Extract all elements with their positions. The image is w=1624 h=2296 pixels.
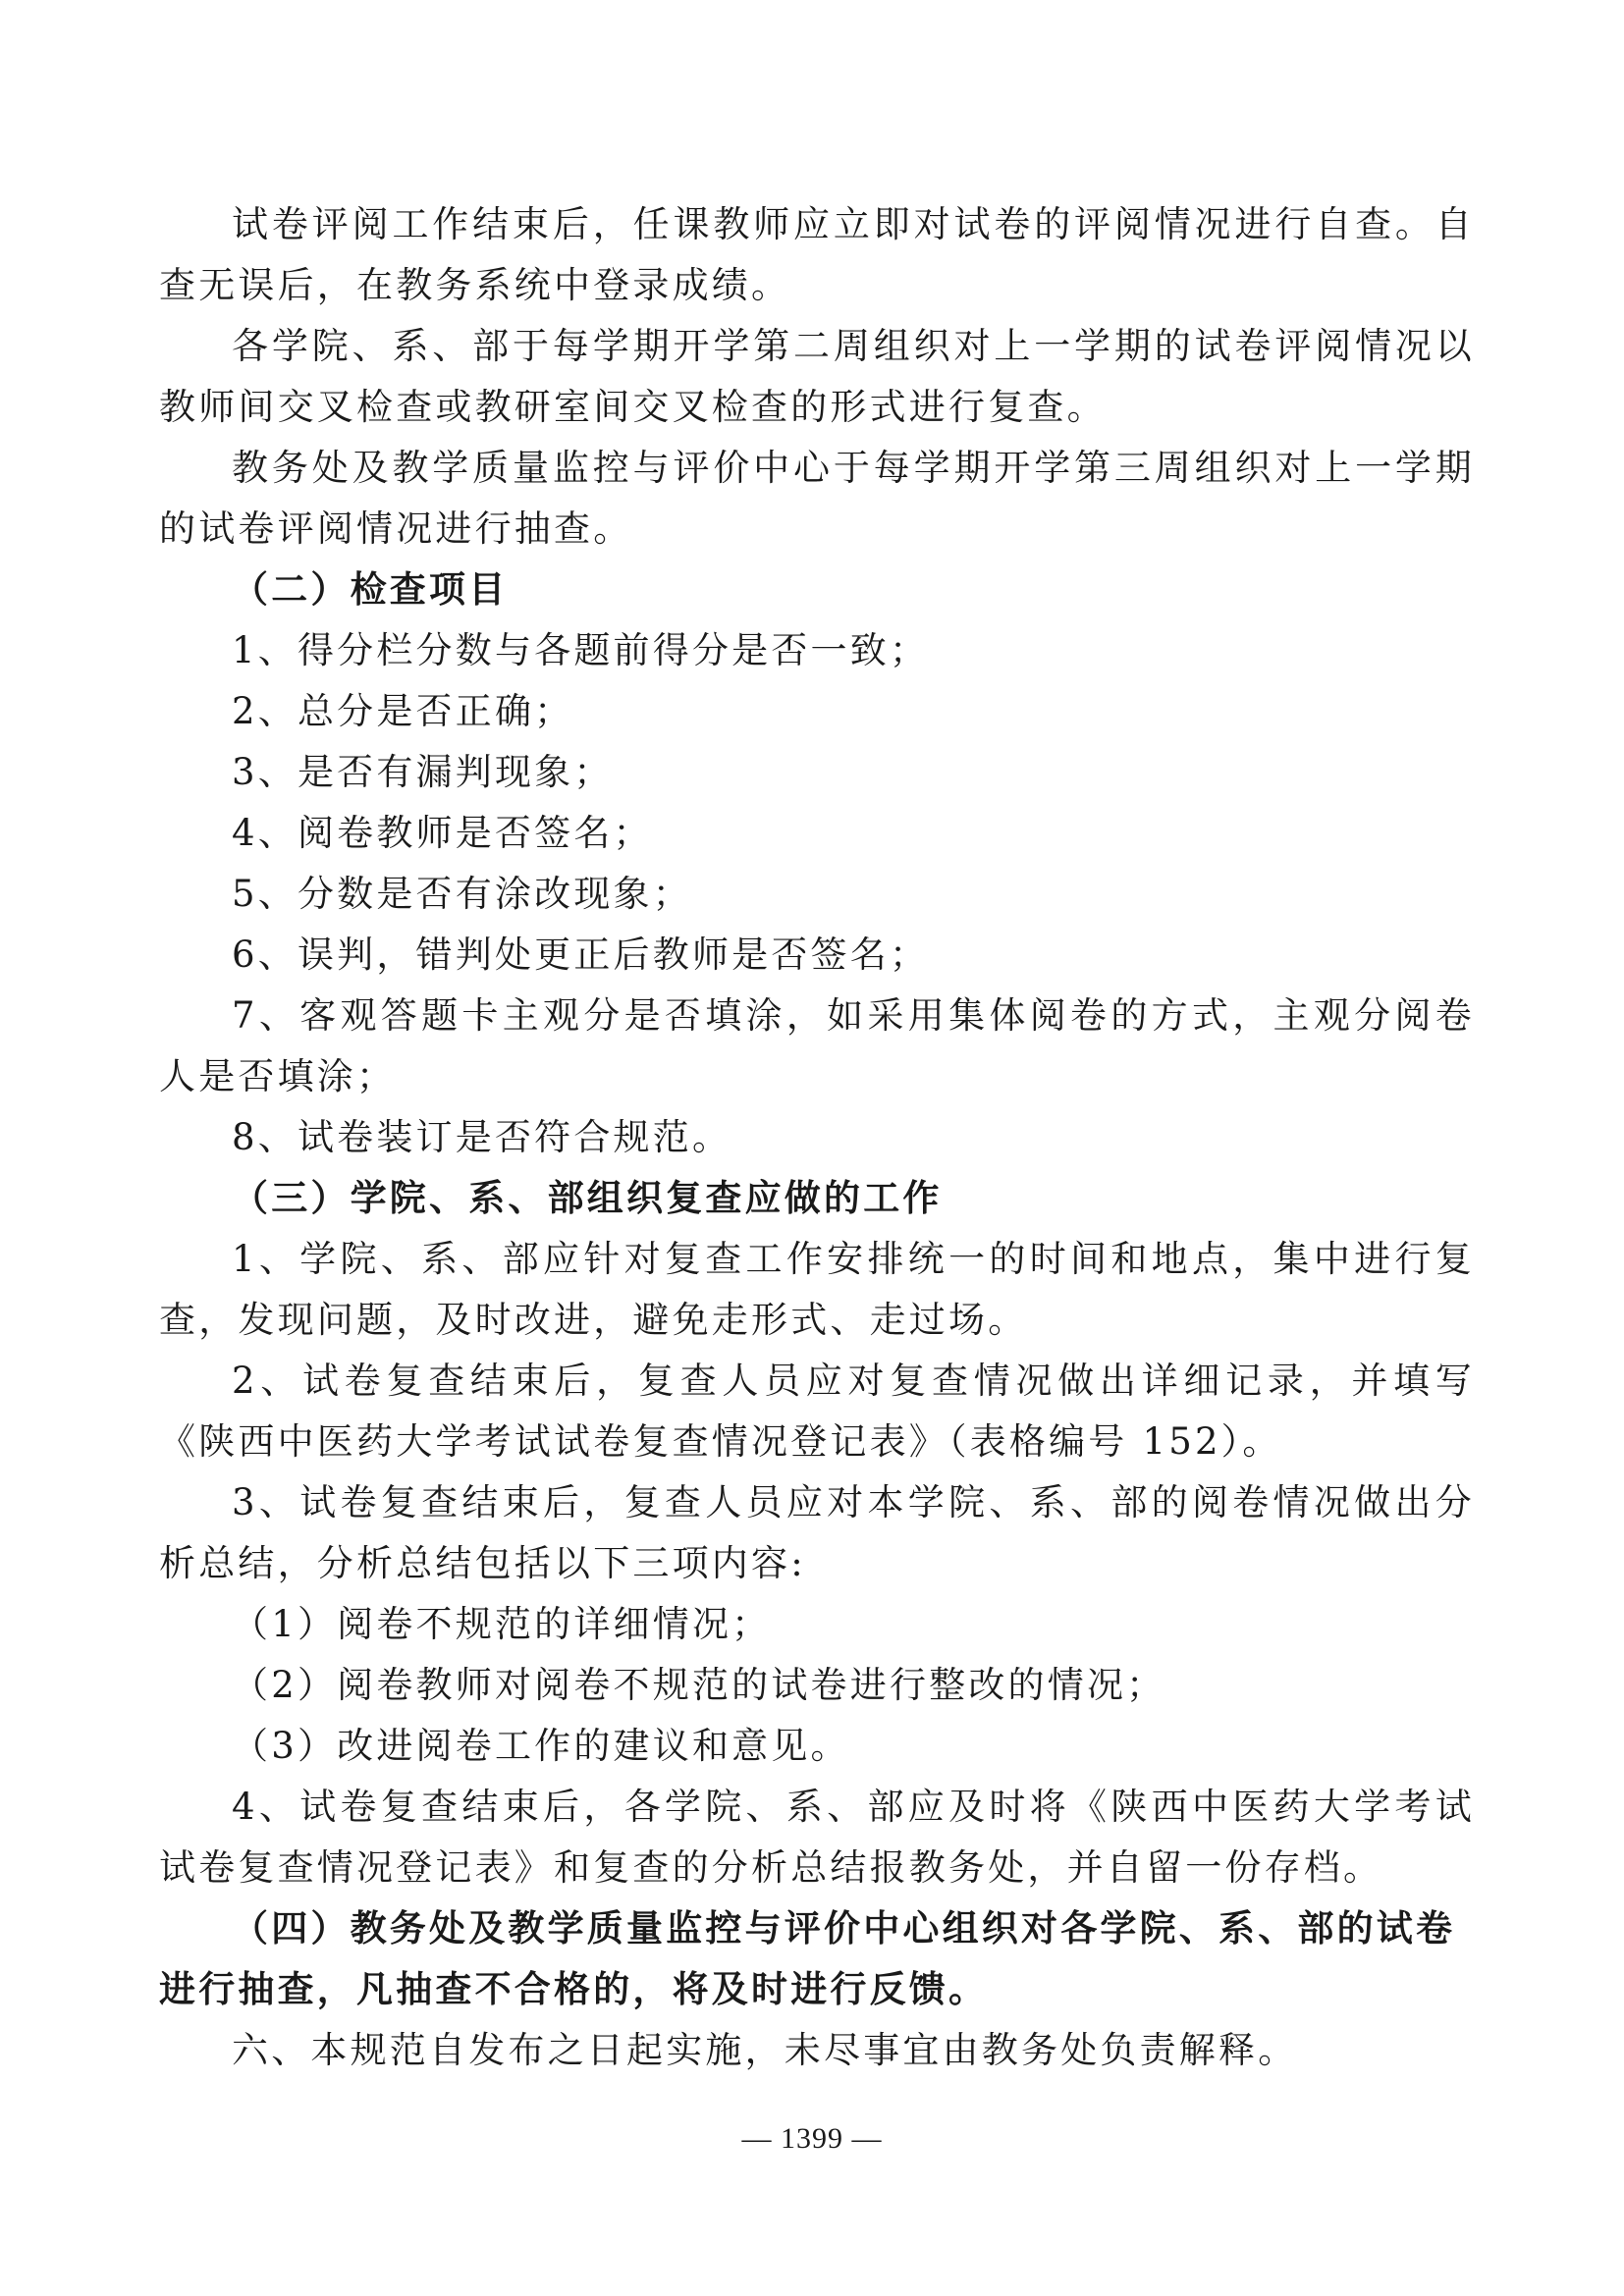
review-item: 2、试卷复查结束后，复查人员应对复查情况做出详细记录，并填写《陕西中医药大学考试试卷复查情况登记表》（表格编号 152）。	[159, 1360, 1475, 1463]
paragraph-spot-check: 教务处及教学质量监控与评价中心于每学期开学第三周组织对上一学期的试卷评阅情况进行抽查。	[159, 447, 1475, 550]
check-item: 4、阅卷教师是否签名；	[232, 812, 653, 854]
check-item: 6、误判，错判处更正后教师是否签名；	[232, 934, 930, 976]
review-subitem: （1）阅卷不规范的详细情况；	[232, 1603, 772, 1645]
check-item: 5、分数是否有涂改现象；	[232, 873, 692, 915]
check-item: 2、总分是否正确；	[232, 690, 574, 732]
paragraph-self-check: 试卷评阅工作结束后，任课教师应立即对试卷的评阅情况进行自查。自查无误后，在教务系统中登录成绩。	[159, 203, 1475, 306]
review-subitem: （3）改进阅卷工作的建议和意见。	[232, 1725, 850, 1767]
section-heading-review-work: （三）学院、系、部组织复查应做的工作	[232, 1177, 943, 1219]
review-item: 1、学院、系、部应针对复查工作安排统一的时间和地点，集中进行复查，发现问题，及时改进，避免走形式、走过场。	[159, 1238, 1475, 1341]
paragraph-effective-date: 六、本规范自发布之日起实施，未尽事宜由教务处负责解释。	[232, 2029, 1298, 2071]
document-body	[159, 194, 1475, 2081]
section-heading-spot-check: （四）教务处及教学质量监控与评价中心组织对各学院、系、部的试卷进行抽查，凡抽查不合格的，将及时进行反馈。	[159, 1907, 1456, 2010]
paragraph-review: 各学院、系、部于每学期开学第二周组织对上一学期的试卷评阅情况以教师间交叉检查或教研室间交叉检查的形式进行复查。	[159, 325, 1475, 428]
check-item: 8、试卷装订是否符合规范。	[232, 1116, 732, 1158]
page-number: — 1399 —	[741, 2122, 883, 2155]
review-subitem: （2）阅卷教师对阅卷不规范的试卷进行整改的情况；	[232, 1664, 1166, 1706]
review-item: 4、试卷复查结束后，各学院、系、部应及时将《陕西中医药大学考试试卷复查情况登记表》和复查的分析总结报教务处，并自留一份存档。	[159, 1786, 1475, 1889]
check-item: 3、是否有漏判现象；	[232, 751, 614, 793]
check-item: 1、得分栏分数与各题前得分是否一致；	[232, 629, 930, 671]
review-item: 3、试卷复查结束后，复查人员应对本学院、系、部的阅卷情况做出分析总结，分析总结包括以下三项内容:	[159, 1481, 1475, 1584]
section-heading-check-items: （二）检查项目	[232, 568, 509, 611]
check-item: 7、客观答题卡主观分是否填涂，如采用集体阅卷的方式，主观分阅卷人是否填涂；	[159, 994, 1475, 1097]
